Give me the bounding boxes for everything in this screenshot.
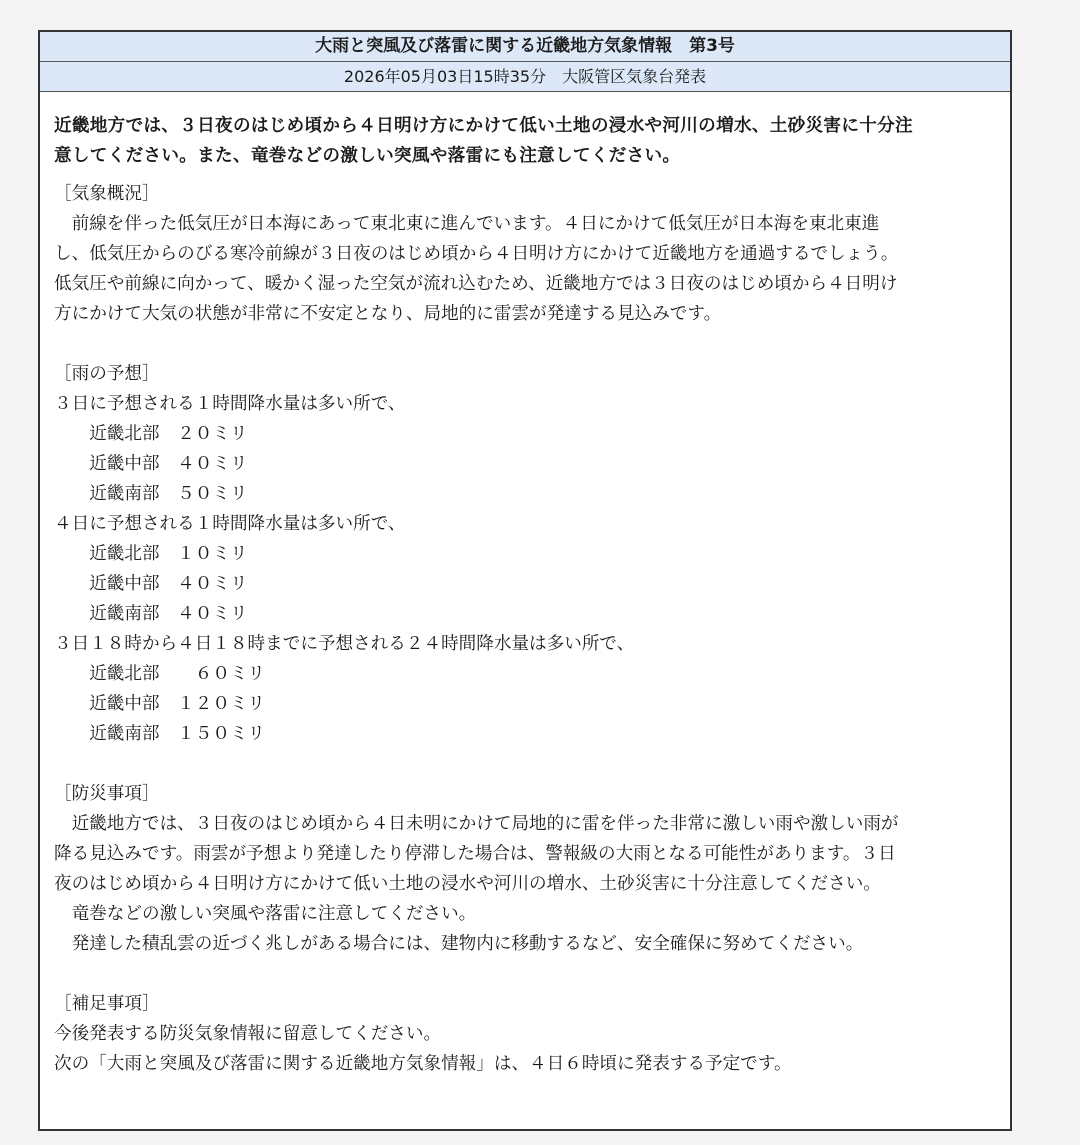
section-heading: ［防災事項］ [54,784,160,804]
forecast-line: 近畿北部 １０ミリ [54,544,248,564]
section-heading: ［雨の予想］ [54,364,160,384]
section-prevention [54,779,998,959]
forecast-line: 近畿北部 ２０ミリ [54,424,248,444]
paragraph-line: 降る見込みです。雨雲が予想より発達したり停滞した場合は、警報級の大雨となる可能性があります。３日 [54,844,896,864]
issue-datetime: 2026年05月03日15時35分 大阪管区気象台発表 [40,62,1010,92]
spacer [54,959,998,989]
lead-summary [54,111,998,171]
spacer [54,329,998,359]
lead-line: 近畿地方では、３日夜のはじめ頃から４日明け方にかけて低い土地の浸水や河川の増水、土砂災害に十分注 [54,116,913,136]
section-heading: ［補足事項］ [54,994,160,1014]
forecast-line: 近畿中部 ４０ミリ [54,574,248,594]
forecast-line: ３日に予想される１時間降水量は多い所で、 [54,394,406,414]
forecast-line: ３日１８時から４日１８時までに予想される２４時間降水量は多い所で、 [54,634,635,654]
spacer [54,749,998,779]
bulletin-body [40,111,1010,1079]
paragraph-line: 竜巻などの激しい突風や落雷に注意してください。 [54,904,477,924]
section-heading: ［気象概況］ [54,184,160,204]
paragraph-line: し、低気圧からのびる寒冷前線が３日夜のはじめ頃から４日明け方にかけて近畿地方を通過するでしょう。 [54,244,899,264]
paragraph-line: 方にかけて大気の状態が非常に不安定となり、局地的に雷雲が発達する見込みです。 [54,304,722,324]
weather-bulletin [38,30,1012,1131]
paragraph-line: 近畿地方では、３日夜のはじめ頃から４日未明にかけて局地的に雷を伴った非常に激しい雨や激しい雨が [54,814,899,834]
forecast-line: 近畿北部 ６０ミリ [54,664,266,684]
forecast-line: ４日に予想される１時間降水量は多い所で、 [54,514,406,534]
paragraph-line: 次の「大雨と突風及び落雷に関する近畿地方気象情報」は、４日６時頃に発表する予定です。 [54,1054,792,1074]
section-overview [54,179,998,329]
bulletin-title: 大雨と突風及び落雷に関する近畿地方気象情報 第3号 [40,32,1010,62]
paragraph-line: 夜のはじめ頃から４日明け方にかけて低い土地の浸水や河川の増水、土砂災害に十分注意してください。 [54,874,881,894]
section-supplement [54,989,998,1079]
forecast-line: 近畿南部 ４０ミリ [54,604,248,624]
forecast-line: 近畿中部 １２０ミリ [54,694,266,714]
paragraph-line: 今後発表する防災気象情報に留意してください。 [54,1024,442,1044]
paragraph-line: 前線を伴った低気圧が日本海にあって東北東に進んでいます。４日にかけて低気圧が日本海を東北東進 [54,214,880,234]
forecast-line: 近畿中部 ４０ミリ [54,454,248,474]
lead-line: 意してください。また、竜巻などの激しい突風や落雷にも注意してください。 [54,146,681,166]
paragraph-line: 発達した積乱雲の近づく兆しがある場合には、建物内に移動するなど、安全確保に努めてください。 [54,934,864,954]
section-rain-forecast [54,359,998,749]
paragraph-line: 低気圧や前線に向かって、暖かく湿った空気が流れ込むため、近畿地方では３日夜のはじめ頃から４日明け [54,274,898,294]
forecast-line: 近畿南部 ５０ミリ [54,484,248,504]
forecast-line: 近畿南部 １５０ミリ [54,724,266,744]
